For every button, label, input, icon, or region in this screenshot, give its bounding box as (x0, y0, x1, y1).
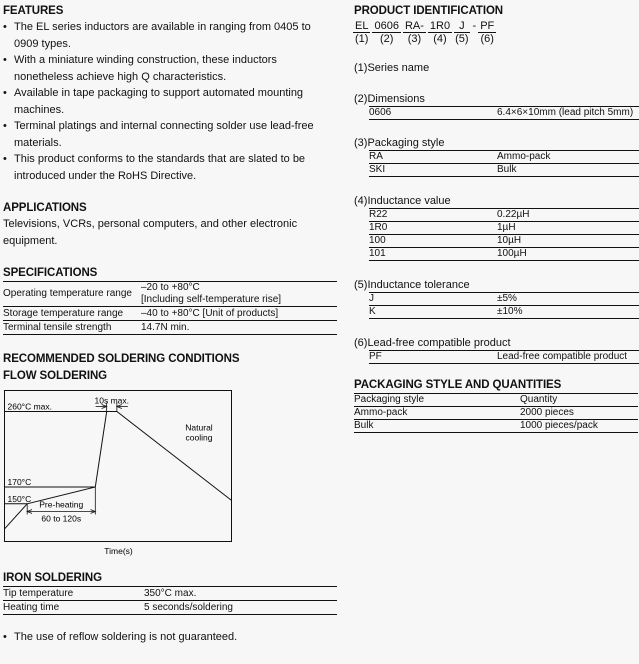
flow-soldering-chart (3, 387, 337, 562)
packaging-style-title: (3)Packaging style (354, 137, 445, 149)
inductance-value-table (369, 208, 639, 261)
table-row (354, 420, 638, 433)
code-text: EL (355, 20, 369, 32)
iron-soldering-heading: IRON SOLDERING (3, 572, 102, 584)
code-part (429, 20, 451, 46)
specifications-table (3, 281, 337, 335)
code-text: J (454, 20, 469, 33)
applications-heading: APPLICATIONS (3, 202, 87, 214)
chart-svg (3, 387, 337, 562)
table-row (369, 151, 639, 164)
table-row (369, 235, 639, 248)
product-code (354, 20, 638, 46)
series-name-title: (1)Series name (354, 62, 430, 74)
code-text: PF (480, 20, 495, 32)
dimensions-title: (2)Dimensions (354, 93, 425, 105)
table-row (369, 222, 639, 235)
inductance-tolerance-table (369, 292, 639, 319)
table-row (369, 209, 639, 222)
code-text: 1R0 (429, 20, 451, 32)
specifications-heading: SPECIFICATIONS (3, 267, 98, 279)
spec-label: Operating temperature range (3, 288, 132, 299)
soldering-heading: RECOMMENDED SOLDERING CONDITIONS (3, 353, 240, 365)
value-cell: 100µH (497, 248, 527, 259)
value-cell: Ammo-pack (497, 151, 551, 162)
level-label-150: 150°C (7, 493, 32, 504)
column-header: Quantity (520, 394, 558, 405)
code-cell: SKI (369, 164, 386, 175)
cooling-label-line2: cooling (185, 432, 213, 443)
style-cell: Ammo-pack (354, 407, 408, 418)
features-list (3, 19, 337, 184)
code-part (354, 20, 369, 46)
table-row (3, 307, 337, 321)
inductance-tolerance-title: (5)Inductance tolerance (354, 279, 470, 291)
level-label-170: 170°C (7, 476, 32, 487)
level-label-260: 260°C max. (7, 401, 53, 412)
chart-frame (5, 391, 232, 542)
value-cell: Lead-free compatible product (497, 351, 628, 362)
value-cell: 6.4×6×10mm (lead pitch 5mm) (497, 107, 634, 118)
spec-label: Storage temperature range (3, 308, 124, 319)
value-cell: 0.22µH (497, 209, 530, 220)
feature-item: • Available in tape packaging to support automated mounting machines. (3, 85, 337, 118)
value-cell: 10µH (497, 235, 522, 246)
features-heading: FEATURES (3, 5, 64, 17)
table-row (3, 587, 337, 601)
packaging-quantities-heading: PACKAGING STYLE AND QUANTITIES (354, 379, 562, 391)
spec-value-line1: –20 to +80°C (141, 282, 200, 293)
code-text: 0606 (374, 20, 399, 32)
code-cell: 0606 (369, 107, 392, 118)
code-cell: RA (369, 151, 383, 162)
code-number: (5) (455, 33, 469, 45)
quantity-cell: 1000 pieces/pack (520, 420, 598, 431)
packaging-style-table (369, 150, 639, 177)
code-part (479, 20, 495, 46)
table-row (3, 601, 337, 615)
lead-free-title: (6)Lead-free compatible product (354, 337, 511, 349)
table-row (354, 407, 638, 420)
product-id-heading: PRODUCT IDENTIFICATION (354, 5, 503, 17)
spec-value: –40 to +80°C [Unit of products] (141, 307, 279, 319)
code-cell: K (369, 306, 376, 317)
value-cell: ±5% (497, 293, 517, 304)
left-column (3, 4, 337, 646)
table-row (3, 321, 337, 335)
feature-item: • Terminal platings and internal connecting solder use lead-free materials. (3, 118, 337, 151)
right-column (354, 4, 638, 433)
flow-soldering-heading: FLOW SOLDERING (3, 370, 108, 382)
code-number: (2) (379, 33, 394, 45)
lead-free-table (369, 350, 639, 364)
iron-label: Tip temperature (3, 588, 74, 599)
table-row (369, 351, 639, 364)
code-part (455, 20, 468, 46)
value-cell: 1µH (497, 222, 516, 233)
code-text: RA- (404, 20, 424, 32)
code-dash: - (472, 20, 477, 32)
dimensions-table (369, 106, 639, 120)
style-cell: Bulk (354, 420, 374, 431)
soldering-note (3, 629, 337, 646)
peak-duration-label: 10s max. (94, 395, 130, 406)
cooling-label-line1: Natural (185, 422, 213, 433)
table-row (369, 306, 639, 319)
code-cell: PF (369, 351, 382, 362)
code-cell: J (369, 293, 374, 304)
note-item: • The use of reflow soldering is not guaranteed. (3, 629, 337, 646)
iron-label: Heating time (3, 602, 60, 613)
code-part (373, 20, 399, 46)
preheat-label: Pre-heating (39, 499, 84, 510)
spec-value (141, 282, 337, 307)
table-row (3, 282, 337, 307)
table-row (369, 164, 639, 177)
code-cell: 100 (369, 235, 386, 246)
table-row (369, 107, 639, 120)
code-cell: 101 (369, 248, 386, 259)
table-header-row (354, 394, 638, 407)
code-number: (3) (407, 33, 422, 45)
iron-soldering-table (3, 586, 337, 615)
applications-text: Televisions, VCRs, personal computers, and other electronic equipment. (3, 218, 298, 247)
code-cell: 1R0 (369, 222, 388, 233)
code-number: (1) (355, 33, 369, 45)
table-row (369, 248, 639, 261)
spec-value-line2: [Including self-temperature rise] (141, 294, 282, 305)
feature-item: • This product conforms to the standards that are slated to be introduced under the RoHS Directive. (3, 151, 337, 184)
x-axis-label: Time(s) (104, 546, 133, 556)
code-cell: R22 (369, 209, 388, 220)
packaging-quantities-table (354, 393, 638, 433)
quantity-cell: 2000 pieces (520, 407, 574, 418)
column-header: Packaging style (354, 394, 425, 405)
feature-item: • The EL series inductors are available in ranging from 0405 to 0909 types. (3, 19, 337, 52)
spec-value: 14.7N min. (141, 321, 190, 333)
code-part (404, 20, 425, 46)
inductance-value-title: (4)Inductance value (354, 195, 451, 207)
code-number: (6) (480, 33, 494, 45)
iron-value: 350°C max. (144, 587, 197, 599)
value-cell: ±10% (497, 306, 523, 317)
spec-label: Terminal tensile strength (3, 322, 112, 333)
preheat-duration-label: 60 to 120s (41, 513, 82, 524)
table-row (369, 293, 639, 306)
value-cell: Bulk (497, 164, 517, 175)
code-number: (4) (433, 33, 447, 45)
feature-item: • With a miniature winding construction, these inductors nonetheless achieve high Q characteristics. (3, 52, 337, 85)
iron-value: 5 seconds/soldering (144, 601, 233, 613)
